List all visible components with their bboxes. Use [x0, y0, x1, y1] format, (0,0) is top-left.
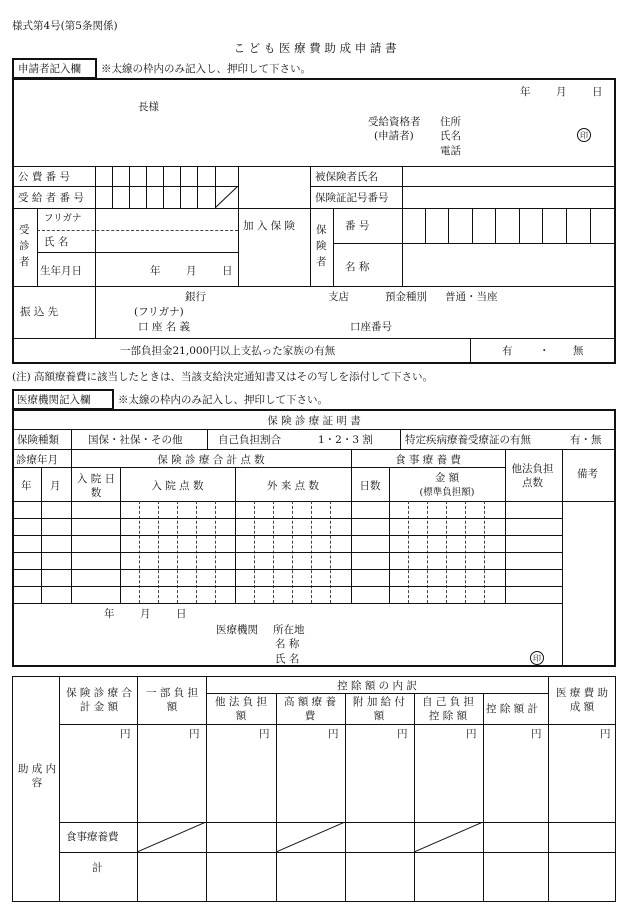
- birth-year-label: 年: [150, 265, 161, 277]
- diagonal-slash: [137, 822, 206, 852]
- digit-line: [425, 208, 426, 243]
- form-number: 様式第4号(第5条関係): [12, 20, 118, 32]
- account-furigana-label: (フリガナ): [134, 306, 184, 318]
- digit-line: [472, 208, 473, 243]
- row-line: [13, 569, 562, 570]
- col-line: [37, 208, 38, 286]
- insurance-joined-label: 加 入 保 険: [243, 220, 296, 232]
- patient-label: 受 診 者: [19, 224, 30, 268]
- col-line: [207, 429, 208, 449]
- cert-month-label: 月: [140, 608, 151, 620]
- account-number-label: 口座番号: [350, 321, 392, 333]
- applicant-section-tab-label: 申請者記入欄: [18, 63, 81, 75]
- col-line: [333, 208, 334, 286]
- col-line: [470, 338, 471, 364]
- institution-label: 医療機関: [216, 624, 258, 636]
- cert-year-label: 年: [104, 608, 115, 620]
- public-number-label: 公 費 番 号: [18, 171, 71, 183]
- insurer-label: 保 険 者: [316, 224, 327, 268]
- row-line: [206, 693, 548, 694]
- yen-label: 円: [120, 728, 131, 740]
- yen-label: 円: [259, 728, 270, 740]
- digit-line: [542, 208, 543, 243]
- page-title: こ ど も 医 療 費 助 成 申 請 書: [233, 41, 397, 55]
- yen-label: 円: [600, 728, 611, 740]
- family-payment-no: 無: [573, 345, 584, 357]
- insured-name-label: 被保険者氏名: [315, 171, 378, 183]
- subsidy-side-label: 助 成 内 容: [17, 763, 57, 789]
- insurance-type-label: 保険種類: [17, 434, 59, 446]
- row-line: [13, 518, 562, 519]
- furigana-label: フリガナ: [44, 213, 82, 224]
- copay-ratio-label: 自己負担割合: [218, 434, 281, 446]
- applicant-label: (申請者): [374, 130, 414, 142]
- meal-row-label: 食事療養費: [66, 831, 119, 843]
- date-month-label: 月: [556, 86, 567, 98]
- insurance-card-number-label: 保険証記号番号: [315, 192, 389, 204]
- medical-section-tab-label: 医療機関記入欄: [17, 394, 91, 406]
- col-line: [402, 166, 403, 286]
- birth-date-label: 生年月日: [40, 265, 82, 277]
- col-line: [238, 166, 239, 286]
- patient-name-label: 氏 名: [44, 236, 69, 248]
- col-line: [400, 429, 401, 449]
- doctor-name-label: 氏 名: [275, 653, 300, 665]
- row-line: [13, 586, 562, 587]
- row-line: [13, 286, 615, 287]
- col-other-law: 他 法 負 担 額: [214, 696, 267, 722]
- yen-label: 円: [466, 728, 477, 740]
- copay-ratio-options: 1・2・3 割: [318, 434, 373, 446]
- specific-disease-label: 特定疾病療養受療証の有無: [405, 434, 531, 446]
- birth-day-label: 日: [222, 265, 233, 277]
- row-line: [310, 186, 615, 187]
- digit-line: [197, 166, 198, 208]
- col-line: [351, 449, 352, 603]
- digit-line: [590, 208, 591, 243]
- medical-form-box: [12, 409, 616, 667]
- cert-day-label: 日: [176, 608, 187, 620]
- insurer-name-label: 名 称: [345, 261, 370, 273]
- col-line: [310, 166, 311, 286]
- row-line: [13, 166, 615, 167]
- col-insurance-total: 保 険 診 療 合 計 金 額: [66, 687, 132, 713]
- col-copay-amount: 一 部 負 担 額: [145, 687, 198, 713]
- row-line: [13, 603, 562, 604]
- date-day-label: 日: [592, 86, 603, 98]
- yen-label: 円: [397, 728, 408, 740]
- remarks-label: 備考: [577, 468, 598, 480]
- insurance-type-options: 国保・社保・その他: [88, 434, 183, 446]
- col-additional-benefit: 附 加 給 付 額: [352, 696, 405, 722]
- digit-line: [180, 166, 181, 208]
- treatment-ym-label: 診療年月: [16, 454, 58, 466]
- date-year-label: 年: [520, 86, 531, 98]
- medical-seal-mark: 印: [530, 651, 544, 665]
- col-line: [71, 449, 72, 603]
- col-line: [95, 166, 96, 286]
- digit-line: [112, 166, 113, 208]
- dashed-line: [37, 230, 238, 231]
- row-line: [59, 852, 615, 853]
- standard-burden-label: (標準負担額): [419, 487, 475, 498]
- separator-dot: ・: [539, 345, 550, 357]
- col-subsidy-amount: 医 療 費 助 成 額: [555, 687, 608, 713]
- birth-month-label: 月: [186, 265, 197, 277]
- applicant-form-box: [12, 78, 616, 364]
- col-high-cost: 高 額 療 養 費: [283, 696, 336, 722]
- medical-instruction: ※太線の枠内のみ記入し、押印して下さい。: [118, 394, 328, 406]
- applicant-seal-mark: 印: [577, 128, 591, 142]
- deduction-breakdown-label: 控 除 額 の 内 訳: [337, 680, 417, 692]
- phone-label: 電話: [440, 145, 461, 157]
- row-line: [333, 243, 615, 244]
- digit-line: [495, 208, 496, 243]
- digit-line: [146, 166, 147, 208]
- col-deduction-total: 控 除 額 計: [486, 703, 539, 715]
- insurer-number-label: 番 号: [345, 220, 370, 232]
- certificate-title: 保 険 診 療 証 明 書: [267, 415, 361, 427]
- institution-name-label: 名 称: [275, 638, 300, 650]
- inpatient-days-label: 入 院 日 数: [76, 473, 116, 499]
- row-line: [13, 338, 615, 339]
- yen-label: 円: [189, 728, 200, 740]
- amount-label: 金 額: [434, 472, 460, 484]
- bank-label: 銀行: [185, 291, 206, 303]
- year-col-label: 年: [21, 480, 32, 492]
- deposit-options: 普通・当座: [445, 291, 498, 303]
- row-line: [13, 429, 615, 430]
- name-label: 氏名: [440, 130, 461, 142]
- diagonal-slash: [414, 822, 483, 852]
- institution-location-label: 所在地: [273, 624, 305, 636]
- col-line: [71, 429, 72, 449]
- days-label: 日数: [359, 480, 381, 492]
- col-line: [59, 676, 60, 902]
- row-line: [13, 186, 238, 187]
- family-payment-question: 一部負担金21,000円以上支払った家族の有無: [120, 345, 336, 357]
- outpatient-points-label: 外 来 点 数: [266, 480, 319, 492]
- digit-line: [566, 208, 567, 243]
- month-col-label: 月: [50, 480, 61, 492]
- digit-line: [519, 208, 520, 243]
- col-self-copay-deduction: 自 己 負 担 控 除 額: [421, 696, 474, 722]
- row-line: [13, 467, 505, 468]
- col-line: [95, 286, 96, 338]
- address-label: 住所: [440, 116, 461, 128]
- other-law-label: 他法負担点数: [511, 463, 554, 489]
- col-line: [505, 449, 506, 603]
- row-line: [13, 552, 562, 553]
- row-line: [59, 724, 615, 725]
- row-line: [13, 501, 615, 502]
- applicant-instruction: ※太線の枠内のみ記入し、押印して下さい。: [101, 63, 311, 75]
- row-line: [37, 252, 238, 253]
- inpatient-points-label: 入 院 点 数: [151, 480, 204, 492]
- row-line: [13, 208, 615, 209]
- diagonal-slash: [215, 186, 238, 208]
- row-line: [13, 535, 562, 536]
- specific-disease-options: 有・無: [570, 434, 602, 446]
- yen-label: 円: [531, 728, 542, 740]
- digit-line: [448, 208, 449, 243]
- digit-line: [129, 166, 130, 208]
- yen-label: 円: [328, 728, 339, 740]
- col-line: [548, 676, 549, 902]
- col-line: [562, 449, 563, 666]
- col-line: [137, 676, 138, 902]
- account-holder-label: 口 座 名 義: [138, 321, 191, 333]
- transfer-label: 振 込 先: [20, 306, 59, 318]
- branch-label: 支店: [328, 291, 349, 303]
- deposit-type-label: 預金種別: [385, 291, 427, 303]
- family-payment-yes: 有: [502, 345, 513, 357]
- points-total-label: 保 険 診 療 合 計 点 数: [157, 454, 265, 466]
- recipient-label: 受給資格者: [368, 116, 421, 128]
- recipient-number-label: 受 給 者 番 号: [18, 192, 84, 204]
- row-line: [13, 449, 615, 450]
- addressee-suffix: 長様: [138, 101, 159, 113]
- note-text: (注) 高額療養費に該当したときは、当該支給決定通知書又はその写しを添付して下さい。: [12, 371, 434, 383]
- total-row-label: 計: [92, 862, 103, 874]
- meal-cost-label: 食 事 療 養 費: [395, 454, 461, 466]
- diagonal-slash: [276, 822, 345, 852]
- digit-line: [163, 166, 164, 208]
- col-line: [206, 676, 207, 902]
